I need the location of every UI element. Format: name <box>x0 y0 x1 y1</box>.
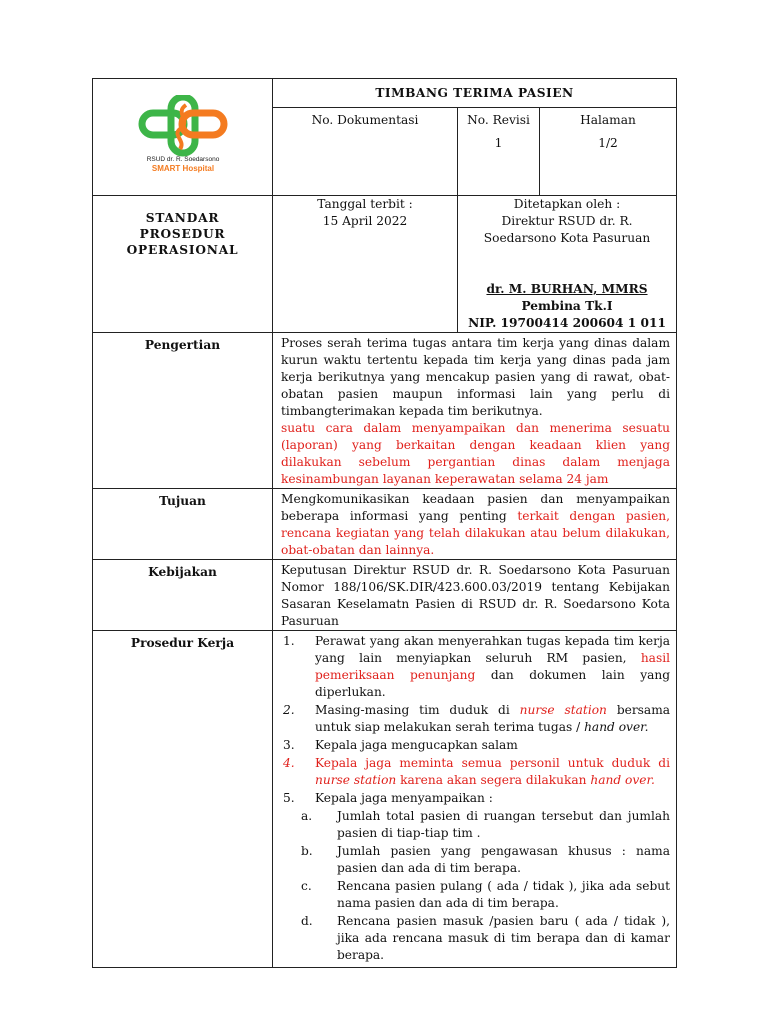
list-item: 4. Kepala jaga meminta semua personil untuk duduk di nurse station karena akan segera dilakukan hand over. <box>283 756 670 787</box>
sop-table <box>92 78 677 968</box>
page-cell <box>540 108 677 196</box>
sub-list-item: b. Jumlah pasien yang pengawasan khusus : nama pasien dan ada di tim berapa. <box>301 844 670 875</box>
issue-date-value: 15 April 2022 <box>322 214 408 228</box>
list-item: 5. Kepala jaga menyampaikan : <box>283 791 493 805</box>
sub-list-item: d. Rencana pasien masuk /pasien baru ( ada / tidak ), jika ada rencana masuk di tim berapa dan di kamar berapa. <box>301 914 670 962</box>
approval-line3: Soedarsono Kota Pasuruan <box>483 231 651 245</box>
hospital-logo <box>128 95 238 175</box>
page-label: Halaman <box>580 113 636 127</box>
logo-tagline: SMART Hospital <box>151 163 214 173</box>
list-item: 3. Kepala jaga mengucapkan salam <box>283 738 518 752</box>
pengertian-text-red: suatu cara dalam menyampaikan dan menerima sesuatu (laporan) yang berkaitan dengan keadaan klien yang dilakukan sebelum pergantian dinas dalam menjaga kesinambungan layanan keperawatan selama 24 jam <box>281 421 670 486</box>
tujuan-content <box>273 489 677 560</box>
pengertian-content <box>273 333 677 489</box>
document-title: TIMBANG TERIMA PASIEN <box>273 79 677 108</box>
approval-cell <box>458 196 677 333</box>
issue-date-label: Tanggal terbit : <box>317 197 413 211</box>
sop-heading <box>93 196 273 333</box>
list-item: 1. Perawat yang akan menyerahkan tugas kepada tim kerja yang lain menyiapkan seluruh RM pasien, hasil pemeriksaan penunjang dan dokumen lain yang diperlukan. <box>283 634 670 699</box>
logo-hospital-name: RSUD dr. R. Soedarsono <box>146 155 219 163</box>
prosedur-content <box>273 631 677 968</box>
revision-label: No. Revisi <box>467 113 530 127</box>
signer-nip: NIP. 19700414 200604 1 011 <box>468 316 666 330</box>
sop-heading-line3: OPERASIONAL <box>126 243 239 257</box>
revision-cell <box>458 108 540 196</box>
kebijakan-label: Kebijakan <box>93 560 273 631</box>
doc-number-label: No. Dokumentasi <box>311 113 419 127</box>
tujuan-text-red: terkait dengan pasien, rencana kegiatan yang telah dilakukan atau belum dilakukan, obat-obatan dan lainnya. <box>281 509 670 557</box>
tujuan-text: Mengkomunikasikan keadaan pasien dan menyampaikan beberapa informasi yang penting <box>281 492 670 523</box>
revision-value: 1 <box>494 136 503 150</box>
doc-number-cell <box>273 108 458 196</box>
tujuan-label: Tujuan <box>93 489 273 560</box>
pengertian-text: Proses serah terima tugas antara tim kerja yang dinas dalam kurun waktu tertentu kepada tim kerja yang dinas pada jam kerja berikutnya yang mencakup pasien yang di rawat, obat-obatan pasien maupun informasi lain yang perlu di timbangterimakan kepada tim berikutnya. <box>281 336 670 418</box>
page-value: 1/2 <box>598 136 618 150</box>
sub-list-item: c. Rencana pasien pulang ( ada / tidak ), jika ada sebut nama pasien dan ada di tim berapa. <box>301 879 670 910</box>
list-item: 2. Masing-masing tim duduk di nurse station bersama untuk siap melakukan serah terima tugas / hand over. <box>283 703 671 734</box>
sop-heading-line2: PROSEDUR <box>139 227 226 241</box>
sop-heading-line1: STANDAR <box>145 211 220 225</box>
issue-date-cell <box>273 196 458 333</box>
kebijakan-content: Keputusan Direktur RSUD dr. R. Soedarsono Kota Pasuruan Nomor 188/106/SK.DIR/423.600.03/2019 tentang Kebijakan Sasaran Keselamatn Pasien di RSUD dr. R. Soedarsono Kota Pasuruan <box>273 560 677 631</box>
pengertian-label: Pengertian <box>93 333 273 489</box>
signer-name: dr. M. BURHAN, MMRS <box>486 282 648 296</box>
prosedur-label: Prosedur Kerja <box>93 631 273 968</box>
sub-list-item: a. Jumlah total pasien di ruangan tersebut dan jumlah pasien di tiap-tiap tim . <box>301 809 670 840</box>
approval-line1: Ditetapkan oleh : <box>513 197 621 211</box>
approval-line2: Direktur RSUD dr. R. <box>501 214 633 228</box>
hospital-logo-cell <box>93 79 273 196</box>
signer-rank: Pembina Tk.I <box>521 299 613 313</box>
